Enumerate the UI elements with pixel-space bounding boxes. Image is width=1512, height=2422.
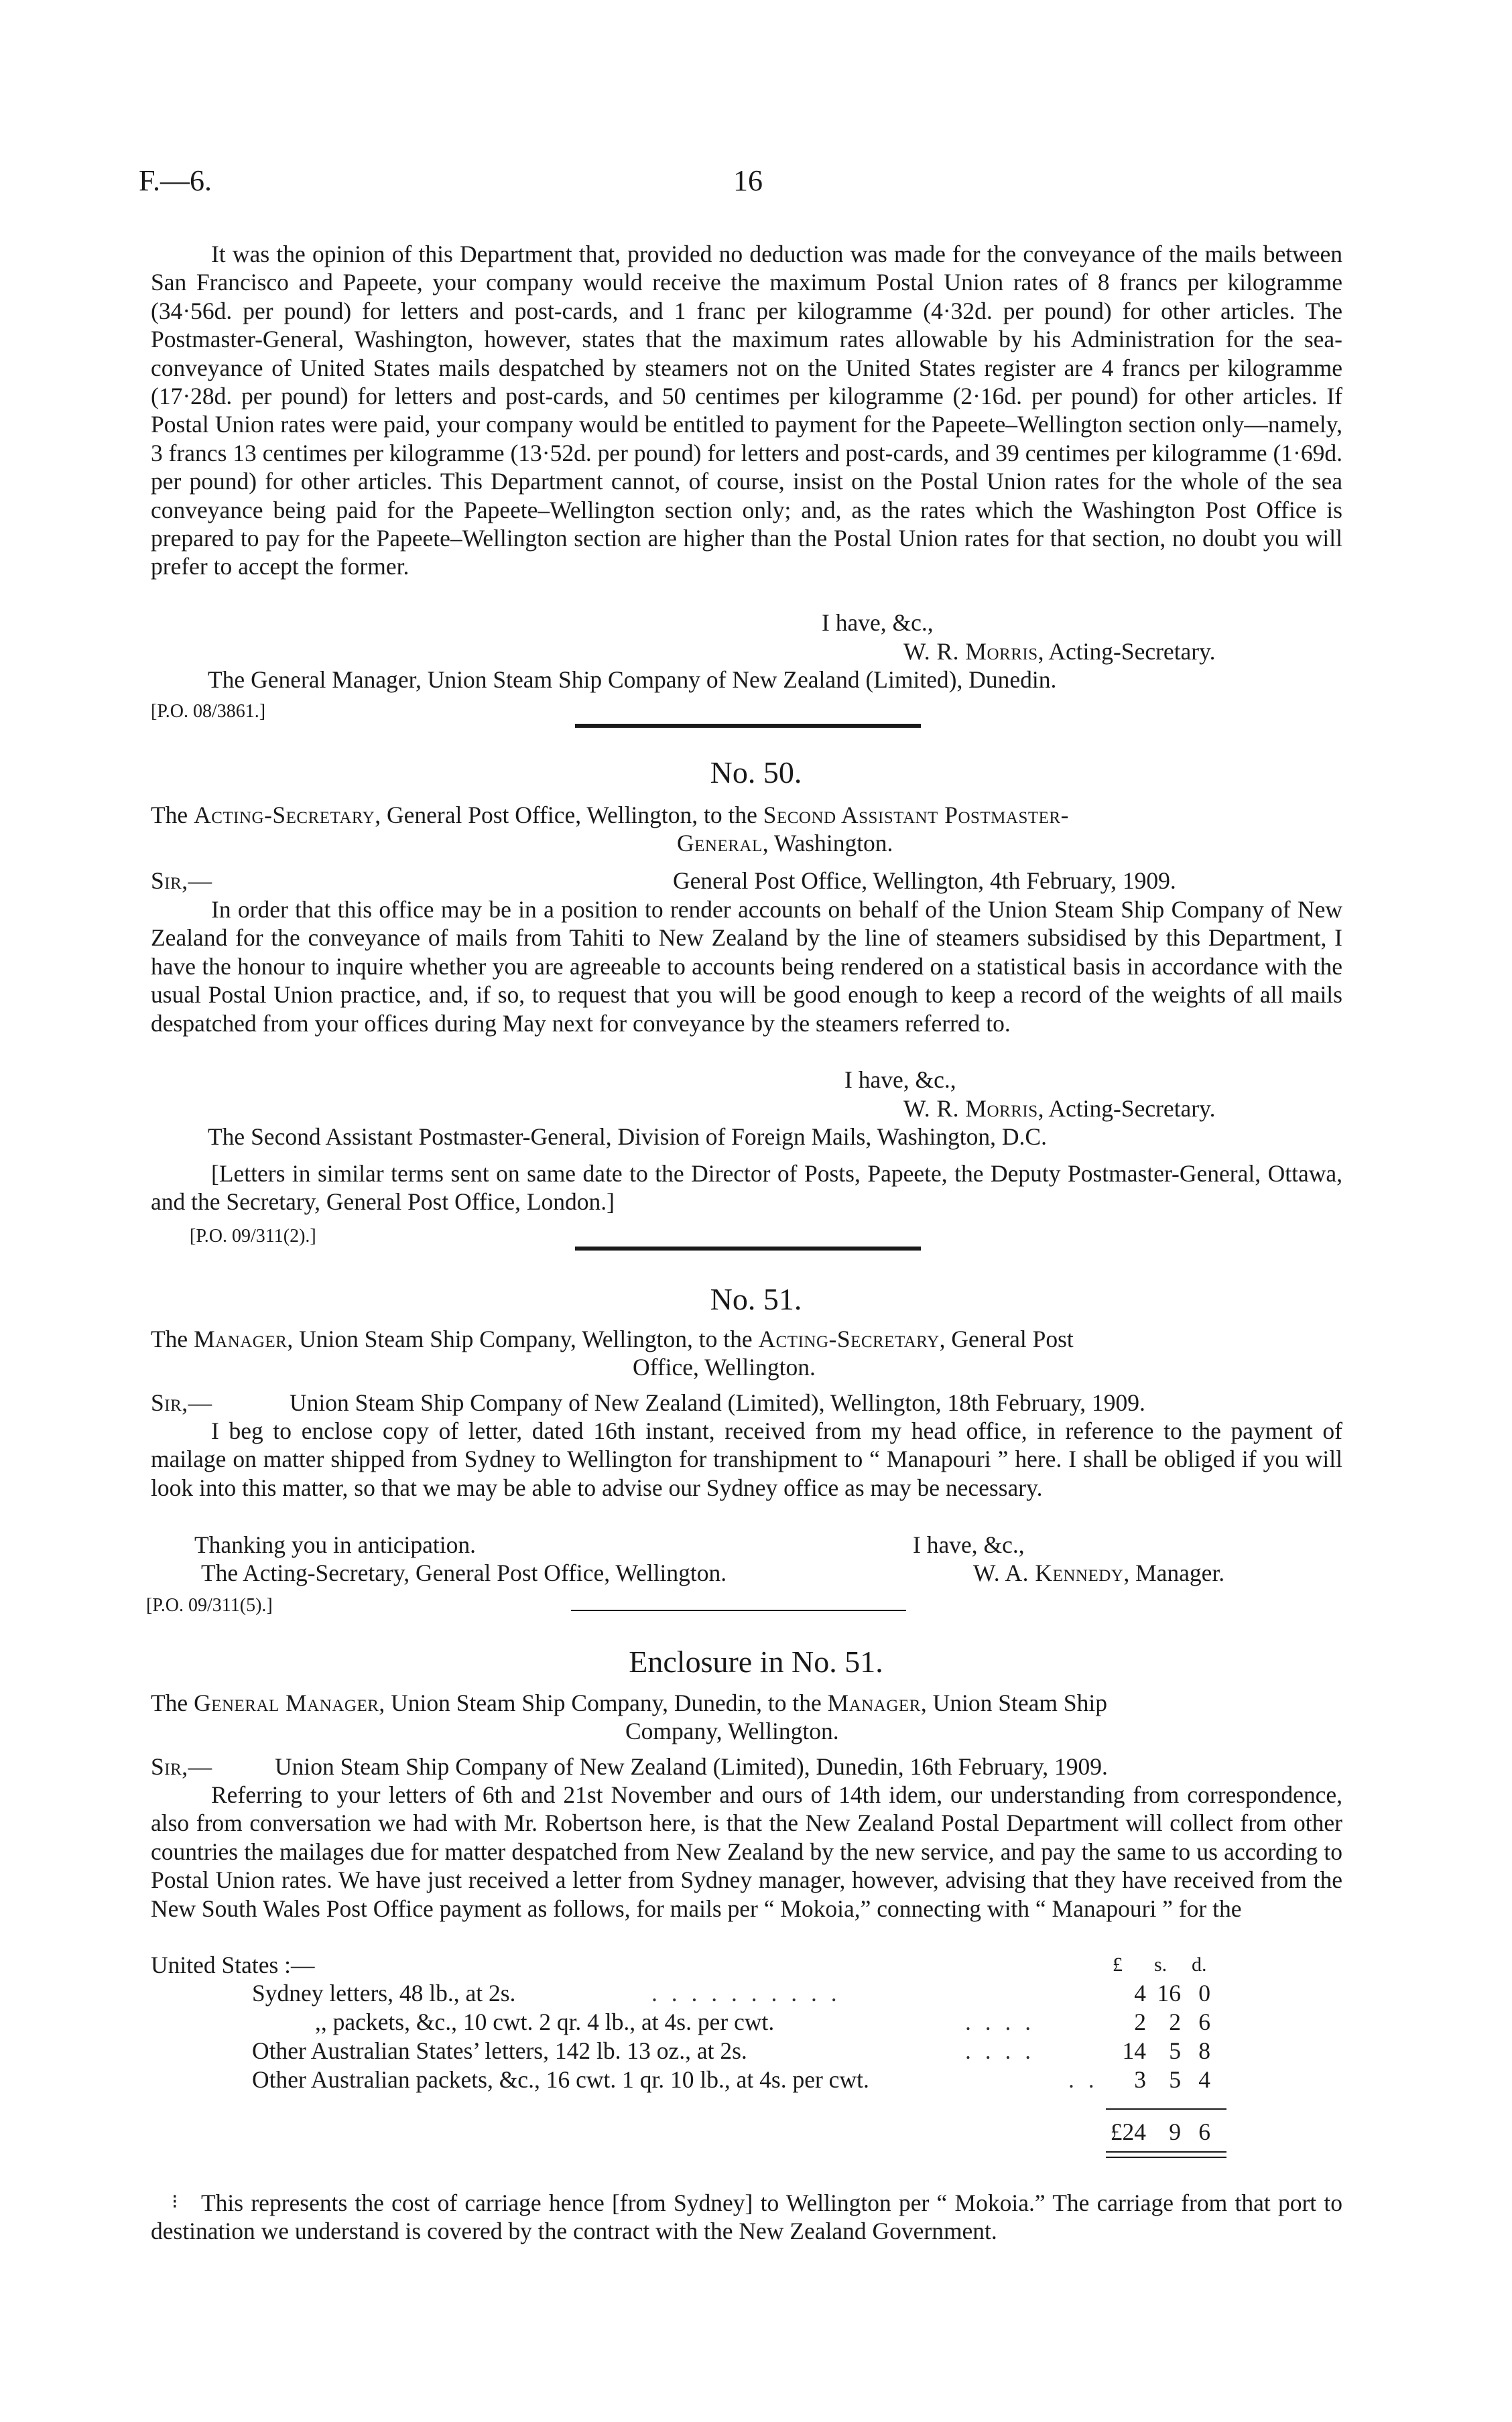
recipient: Manager <box>827 1690 921 1716</box>
amount-pence: 4 <box>1198 2066 1210 2093</box>
title-word: The <box>151 1690 188 1716</box>
page-number: 16 <box>733 164 763 197</box>
closing: I have, &c., <box>844 1066 956 1093</box>
title-word: The <box>151 1326 188 1352</box>
closing: I have, &c., <box>822 609 934 636</box>
addressee: The General Manager, Union Steam Ship Company of New Zealand (Limited), Dunedin. <box>208 666 1057 693</box>
account-item-desc: Other Australian States’ letters, 142 lb. 13 oz., at 2s. <box>252 2037 747 2064</box>
amount-pounds: 4 <box>1134 1980 1146 2006</box>
amount-pounds: 2 <box>1134 2009 1146 2035</box>
addressee: The Second Assistant Postmaster-General, Division of Foreign Mails, Washington, D.C. <box>208 1123 1047 1150</box>
pounds-header: £ <box>1113 1954 1123 1976</box>
section-divider <box>575 1247 921 1251</box>
letter-title-line-2: Office, Wellington. <box>633 1354 816 1381</box>
dateline: Union Steam Ship Company of New Zealand (Limited), Dunedin, 16th February, 1909. <box>275 1753 1108 1780</box>
signature <box>903 1094 1215 1123</box>
section-heading: No. 51. <box>710 1282 802 1316</box>
signatory-title: , Acting-Secretary. <box>1037 638 1216 665</box>
letter-body: I beg to enclose copy of letter, dated 16th instant, received from my head office, in reference to the payment of mailage on matter shipped from Sydney to Wellington for transhipment to “ Manapouri ” here. I shall be obliged if you will look into this matter, so that we may be able to advise our Sydney office as may be necessary. <box>151 1417 1342 1501</box>
amount-shillings: 16 <box>1157 1980 1181 2006</box>
title-middle: , Union Steam Ship Company, Dunedin, to the <box>379 1690 822 1716</box>
reference-number: [P.O. 08/3861.] <box>151 701 266 722</box>
total-rule-top <box>1106 2108 1226 2110</box>
letter-body: Referring to your letters of 6th and 21st November and ours of 14th idem, our understanding from correspondence, also from conversation we had with Mr. Robertson here, is that the New Zealand Postal Department will collect from other countries the mailages due for matter despatched from New Zealand by the new service, and pay the same to us according to Postal Union rates. We have just received a letter from Sydney manager, however, advising that they have received from the New South Wales Post Office payment as follows, for mails per “ Mokoia,” connecting with “ Manapouri ” for the <box>151 1781 1342 1922</box>
leader-dots: . . . . <box>965 2009 1035 2035</box>
amount-shillings: 5 <box>1169 2037 1181 2064</box>
letter-body-last-line: United States :— <box>151 1952 315 1978</box>
amount-pounds: 3 <box>1134 2066 1146 2093</box>
leader-dots: . . . . . . . . . . <box>651 1980 841 2006</box>
reference-number: [P.O. 09/311(5).] <box>146 1595 273 1616</box>
enclosure-heading: Enclosure in No. 51. <box>629 1645 883 1679</box>
amount-shillings: 2 <box>1169 2009 1181 2035</box>
leader-dots: . . . . <box>965 2037 1035 2064</box>
sender: Manager <box>194 1326 288 1352</box>
title-end: , Washington. <box>762 830 893 856</box>
signatory-title: , Manager. <box>1123 1559 1225 1586</box>
title-middle: , Union Steam Ship Company, Wellington, to the <box>287 1326 753 1352</box>
letter-title <box>151 801 1069 829</box>
reference-number: [P.O. 09/311(2).] <box>190 1226 316 1247</box>
title-end: , Union Steam Ship <box>920 1690 1107 1716</box>
total-pounds: £24 <box>1110 2118 1146 2145</box>
footnote: This represents the cost of carriage hence [from Sydney] to Wellington per “ Mokoia.” The carriage from that port to destination we understand is covered by the contract with the New Zealand Government. <box>151 2189 1342 2245</box>
letter-body: It was the opinion of this Department that, provided no deduction was made for the conveyance of the mails between San Francisco and Papeete, your company would receive the maximum Postal Union rates of 8 francs per kilogramme (34·56d. per pound) for letters and post-cards, and 1 franc per kilogramme (4·32d. per pound) for other articles. The Postmaster-General, Washington, however, states that the maximum rates allowable by his Administration for the sea-conveyance of United States mails despatched by steamers not on the United States register are 4 francs per kilogramme (17·28d. per pound) for letters and post-cards, and 50 centimes per kilogramme (2·16d. per pound) for other articles. If Postal Union rates were paid, your company would be entitled to payment for the Papeete–Wellington section only—namely, 3 francs 13 centimes per kilogramme (13·52d. per pound) for letters and post-cards, and 39 centimes per kilogramme (1·69d. per pound) for other articles. This Department cannot, of course, insist on the Postal Union rates for the whole of the sea conveyance being paid for the Papeete–Wellington section only; and, as the rates which the Washington Post Office is prepared to pay for the Papeete–Wellington section are higher than the Postal Union rates for that section, no doubt you will prefer to accept the former. <box>151 241 1342 580</box>
account-item-desc <box>315 2008 774 2036</box>
shillings-header: s. <box>1154 1954 1168 1976</box>
title-middle: , General Post Office, Wellington, to the <box>375 802 757 828</box>
signatory-name: W. R. Morris <box>903 638 1038 665</box>
sender: General Manager <box>194 1690 379 1716</box>
total-rule-bottom-2 <box>1106 2157 1226 2158</box>
signatory-title: , Acting-Secretary. <box>1037 1095 1216 1122</box>
dateline: General Post Office, Wellington, 4th February, 1909. <box>673 867 1176 894</box>
amount-shillings: 5 <box>1169 2066 1181 2093</box>
addressee: The Acting-Secretary, General Post Office, Wellington. <box>201 1559 727 1586</box>
letter-title <box>151 1325 1074 1353</box>
letter-title <box>151 1689 1107 1717</box>
signature <box>903 637 1215 665</box>
section-divider <box>575 724 921 728</box>
account-item-desc: Sydney letters, 48 lb., at 2s. <box>252 1980 516 2006</box>
dateline: Union Steam Ship Company of New Zealand (Limited), Wellington, 18th February, 1909. <box>290 1389 1145 1416</box>
amount-pence: 8 <box>1198 2037 1210 2064</box>
letter-title-line-2: Company, Wellington. <box>625 1718 839 1744</box>
recipient: Acting-Secretary <box>758 1326 940 1352</box>
pence-header: d. <box>1192 1954 1207 1976</box>
section-heading: No. 50. <box>710 755 802 789</box>
letter-title-line-2 <box>677 829 893 857</box>
total-rule-bottom-1 <box>1106 2151 1226 2153</box>
sender: Acting-Secretary <box>194 802 375 828</box>
letter-body: In order that this office may be in a position to render accounts on behalf of the Union Steam Ship Company of New Zealand for the conveyance of mails from Tahiti to New Zealand by the line of steamers subsidised by this Department, I have the honour to inquire whether you are agreeable to accounts being rendered on a statistical basis in accordance with the usual Postal Union practice, and, if so, to request that you will be good enough to keep a record of the weights of all mails despatched from your offices during May next for conveyance by the steamers referred to. <box>151 896 1342 1037</box>
title-word: The <box>151 802 188 828</box>
salutation: Sir,— <box>151 1753 212 1780</box>
item-text: ,, packets, &c., 10 cwt. 2 qr. 4 lb., at 4s. per cwt. <box>315 2009 775 2035</box>
recipient-continued: General <box>677 830 763 856</box>
recipient: Second Assistant Postmaster- <box>763 802 1069 828</box>
total-shillings: 9 <box>1169 2118 1181 2145</box>
footnote-marker: ⁝ <box>172 2191 178 2213</box>
account-item-desc: Other Australian packets, &c., 16 cwt. 1 qr. 10 lb., at 4s. per cwt. <box>252 2066 869 2093</box>
salutation: Sir,— <box>151 1389 212 1416</box>
amount-pence: 0 <box>1198 1980 1210 2006</box>
amount-pence: 6 <box>1198 2009 1210 2035</box>
total-pence: 6 <box>1198 2118 1210 2145</box>
salutation: Sir,— <box>151 867 212 894</box>
editorial-note: [Letters in similar terms sent on same date to the Director of Posts, Papeete, the Deputy Postmaster-General, Ottawa, and the Secretary, General Post Office, London.] <box>151 1160 1342 1216</box>
signatory-name: W. R. Morris <box>903 1095 1038 1122</box>
title-end: , General Post <box>939 1326 1074 1352</box>
amount-pounds: 14 <box>1122 2037 1146 2064</box>
leader-dots: . . <box>1068 2066 1098 2093</box>
signatory-name: W. A. Kennedy <box>973 1559 1124 1586</box>
report-code: F.—6. <box>139 164 212 197</box>
section-divider <box>571 1610 906 1611</box>
thanks: Thanking you in anticipation. <box>194 1531 477 1558</box>
signature <box>973 1559 1224 1587</box>
closing: I have, &c., <box>913 1531 1025 1558</box>
